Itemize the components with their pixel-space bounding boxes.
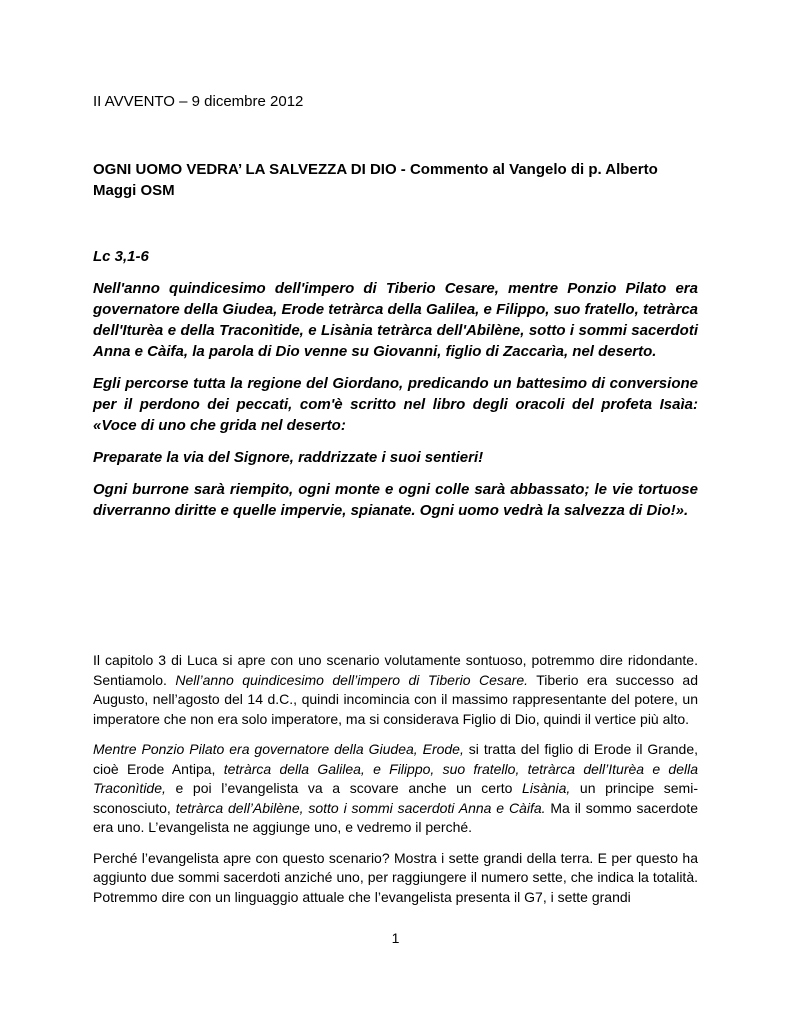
commentary-paragraph <box>93 651 698 729</box>
gospel-paragraph: Egli percorse tutta la regione del Giordano, predicando un battesimo di conversione per il perdono dei peccati, com'è scritto nel libro degli oracoli del profeta Isaìa: «Voce di uno che grida nel deserto: <box>93 375 698 434</box>
commentary-paragraph <box>93 740 698 838</box>
commentary-quote: Nell’anno quindicesimo dell’impero di Tiberio Cesare. <box>175 671 529 688</box>
commentary-text: si tratta del figlio di Erode il Grande, cioè Erode Antipa, <box>93 741 698 777</box>
gospel-paragraph: Nell'anno quindicesimo dell'impero di Tiberio Cesare, mentre Ponzio Pilato era governatore della Giudea, Erode tetràrca della Galilea, e Filippo, suo fratello, tetràrca dell'Iturèa e della Traconìtide, e Lisània tetràrca dell'Abilène, sotto i sommi sacerdoti Anna e Càifa, la parola di Dio venne su Giovanni, figlio di Zaccarìa, nel deserto. <box>93 280 698 360</box>
commentary-quote: Mentre Ponzio Pilato era governatore della Giudea, Erode, <box>93 741 464 757</box>
page-number: 1 <box>391 930 400 946</box>
commentary-quote: tetràrca della Galilea, e Filippo, suo fratello, tetràrca dell’Iturèa e della Traconìtide, <box>93 760 698 796</box>
commentary-quote: tetràrca dell’Abilène, sotto i sommi sacerdoti Anna e Càifa. <box>175 799 546 816</box>
commentary-text: un principe semi-sconosciuto, <box>93 780 698 816</box>
gospel-paragraph: Ogni burrone sarà riempito, ogni monte e ogni colle sarà abbassato; le vie tortuose diverranno diritte e quelle impervie, spianate. Ogni uomo vedrà la salvezza di Dio!». <box>93 481 698 519</box>
document-title: OGNI UOMO VEDRA’ LA SALVEZZA DI DIO - Commento al Vangelo di p. Alberto Maggi OSM <box>93 161 658 199</box>
commentary <box>93 651 698 918</box>
date-line: II AVVENTO – 9 dicembre 2012 <box>93 93 304 110</box>
commentary-text: Ma il sommo sacerdote era uno. L’evangelista ne aggiunge uno, e vedremo il perché. <box>93 799 699 835</box>
commentary-text: e poi l’evangelista va a scovare anche un certo <box>165 780 523 796</box>
gospel-passage <box>93 278 698 532</box>
commentary-quote: Lisània, <box>522 780 571 796</box>
gospel-reference: Lc 3,1-6 <box>93 248 149 265</box>
commentary-paragraph: Perché l’evangelista apre con questo scenario? Mostra i sette grandi della terra. E per questo ha aggiunto due sommi sacerdoti anziché uno, per raggiungere il numero sette, che indica la totalità. Potremmo dire con un linguaggio attuale che l’evangelista presenta il G7, i sette grandi <box>93 849 698 905</box>
commentary-text: Tiberio era successo ad Augusto, nell’agosto del 14 d.C., quindi incomincia con il massimo rappresentante del potere, un imperatore che non era solo imperatore, ma si considerava Figlio di Dio, quindi il vertice più alto. <box>93 671 698 727</box>
gospel-paragraph: Preparate la via del Signore, raddrizzate i suoi sentieri! <box>93 449 484 466</box>
commentary-text: Il capitolo 3 di Luca si apre con uno scenario volutamente sontuoso, potremmo dire ridondante. Sentiamolo. <box>93 652 698 688</box>
